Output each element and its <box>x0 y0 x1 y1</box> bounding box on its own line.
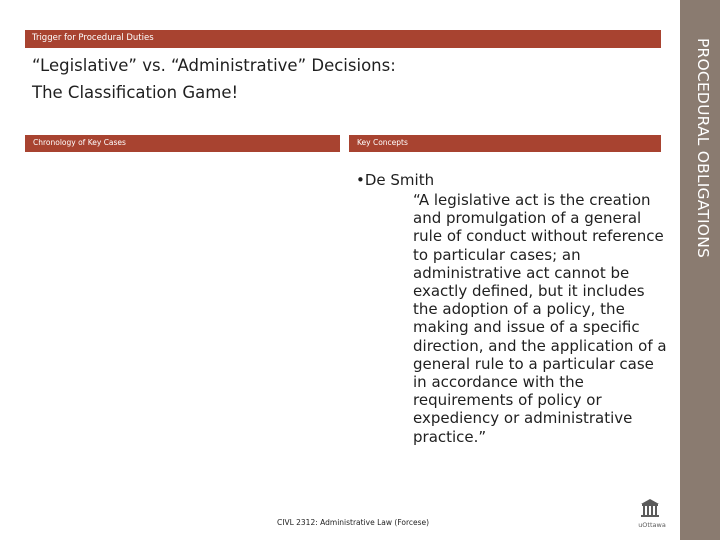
right-column-label: Key Concepts <box>357 138 408 147</box>
logo-wordmark: uOttawa <box>638 521 666 529</box>
university-building-icon <box>625 496 675 522</box>
left-column-label: Chronology of Key Cases <box>33 138 126 147</box>
title-line-1: “Legislative” vs. “Administrative” Decisions: <box>32 56 396 75</box>
section-header-label: Trigger for Procedural Duties <box>32 33 154 43</box>
bullet-item: •De Smith <box>356 171 435 189</box>
right-column-header <box>349 135 661 152</box>
key-concepts-content <box>356 170 668 446</box>
footer-course: CIVL 2312: Administrative Law (Forcese) <box>277 518 430 527</box>
quote-text: “A legislative act is the creation and promulgation of a general rule of conduct without reference to particular cases; an administrative act cannot be exactly defined, but it includes the adoption of a policy, the making and issue of a specific direction, and the application of a general rule to a particular case in accordance with the requirements of policy or expediency or administrative practice.” <box>413 191 667 446</box>
university-logo <box>625 496 675 530</box>
title-line-2: The Classification Game! <box>32 83 239 102</box>
side-title: PROCEDURAL OBLIGATIONS <box>694 38 712 259</box>
section-header-bar <box>25 30 661 48</box>
slide-title <box>32 52 652 106</box>
left-column-header <box>25 135 340 152</box>
